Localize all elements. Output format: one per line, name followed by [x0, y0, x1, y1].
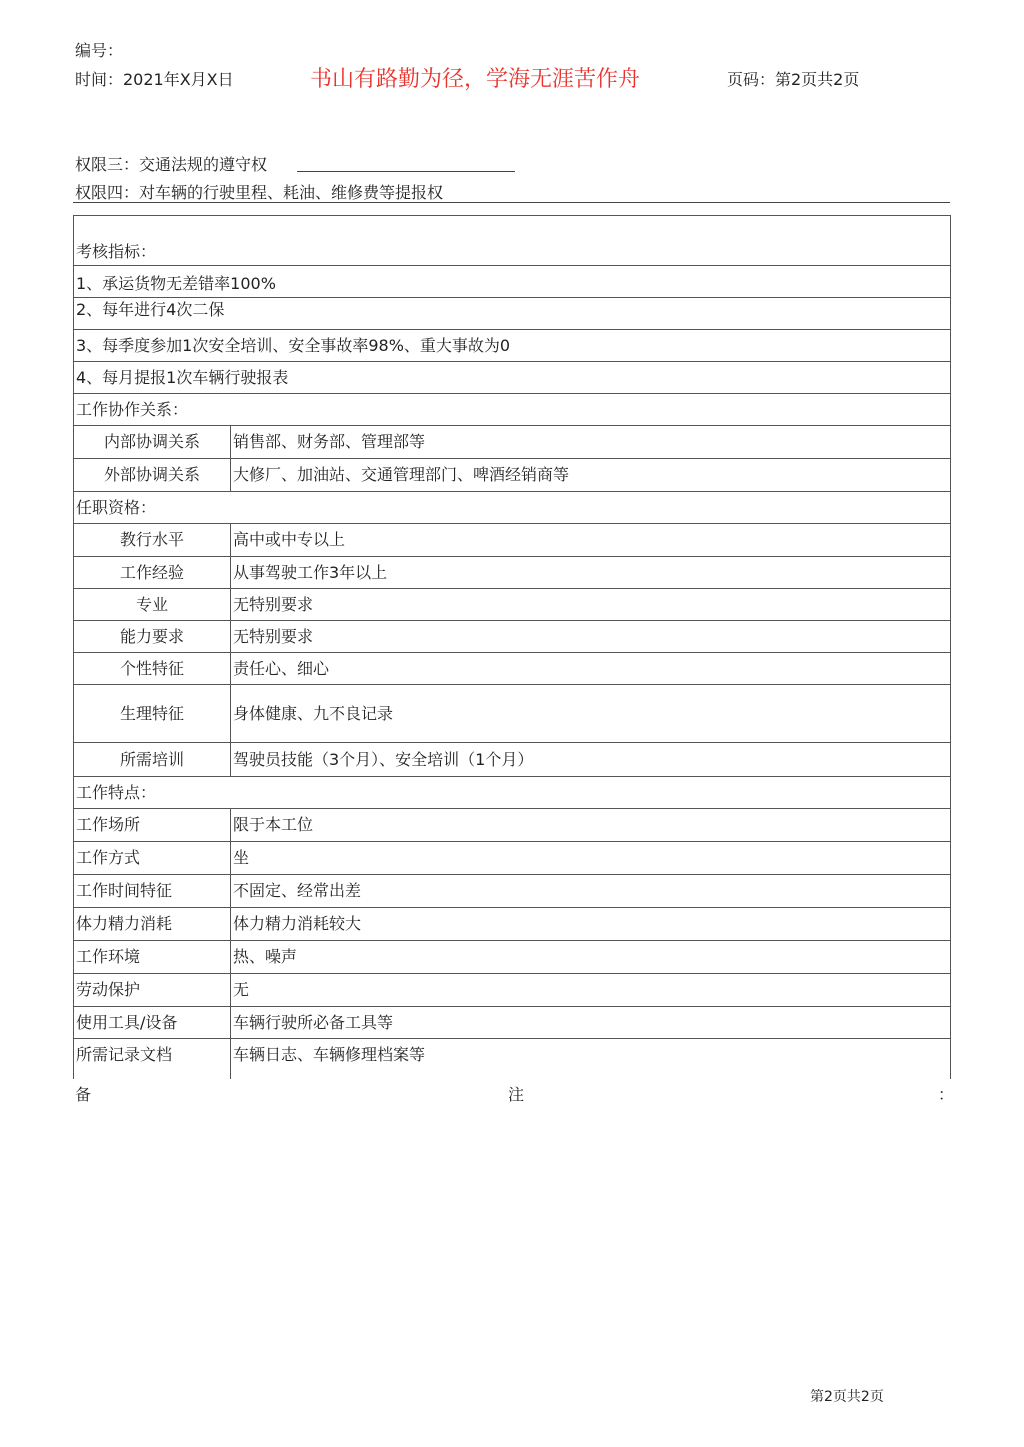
qual-experience-value: 从事驾驶工作3年以上: [231, 557, 951, 589]
feat-environment-label: 工作环境: [74, 941, 231, 974]
list-item: [74, 266, 951, 298]
qual-ability-value: 无特别要求: [231, 621, 951, 653]
footer-page-number: 第2页共2页: [810, 1389, 884, 1405]
kpi-section-header: [74, 216, 951, 266]
feat-tools-label: 使用工具/设备: [74, 1007, 231, 1039]
coop-internal-label: 内部协调关系: [74, 426, 231, 459]
page-indicator: 页码：第2页共2页: [727, 70, 860, 89]
qual-physical-label: 生理特征: [74, 685, 231, 743]
coop-title: 工作协作关系：: [74, 394, 951, 426]
feat-environment-value: 热、噪声: [231, 941, 951, 974]
authority-item-4: 权限四：对车辆的行驶里程、耗油、维修费等提报权: [75, 183, 444, 202]
qual-major-label: 专业: [74, 589, 231, 621]
table-row: [74, 875, 951, 908]
qual-education-value: 高中或中专以上: [231, 524, 951, 557]
kpi-item-1: 1、承运货物无差错率100%: [74, 266, 951, 298]
remarks-char-2: 注: [508, 1085, 525, 1104]
feat-mode-label: 工作方式: [74, 842, 231, 875]
authority-item-3: 权限三：交通法规的遵守权: [75, 155, 268, 174]
feat-time-label: 工作时间特征: [74, 875, 231, 908]
qual-training-label: 所需培训: [74, 743, 231, 777]
motto-banner: 书山有路勤为径，学海无涯苦作舟: [310, 67, 641, 92]
coop-section-header: [74, 394, 951, 426]
table-row: [74, 459, 951, 492]
qual-experience-label: 工作经验: [74, 557, 231, 589]
feat-energy-value: 体力精力消耗较大: [231, 908, 951, 941]
list-item: [74, 330, 951, 362]
feat-records-value: 车辆日志、车辆修理档案等: [231, 1039, 951, 1079]
qual-personality-value: 责任心、细心: [231, 653, 951, 685]
remarks-char-1: 备: [75, 1085, 92, 1104]
kpi-item-2: 2、每年进行4次二保: [74, 298, 951, 330]
feat-tools-value: 车辆行驶所必备工具等: [231, 1007, 951, 1039]
feat-time-value: 不固定、经常出差: [231, 875, 951, 908]
qual-major-value: 无特别要求: [231, 589, 951, 621]
coop-external-label: 外部协调关系: [74, 459, 231, 492]
table-row: [74, 743, 951, 777]
document-number-label: 编号：: [75, 41, 124, 60]
authority-3-underline: [297, 171, 515, 172]
feat-records-label: 所需记录文档: [74, 1039, 231, 1079]
table-row: [74, 589, 951, 621]
qual-title: 任职资格：: [74, 492, 951, 524]
table-row: [74, 1039, 951, 1079]
coop-internal-value: 销售部、财务部、管理部等: [231, 426, 951, 459]
table-row: [74, 941, 951, 974]
qual-training-value: 驾驶员技能（3个月）、安全培训（1个月）: [231, 743, 951, 777]
kpi-title: 考核指标：: [74, 216, 951, 266]
feat-energy-label: 体力精力消耗: [74, 908, 231, 941]
table-row: [74, 557, 951, 589]
table-row: [74, 842, 951, 875]
list-item: [74, 362, 951, 394]
table-row: [74, 685, 951, 743]
table-row: [74, 908, 951, 941]
kpi-item-4: 4、每月提报1次车辆行驶报表: [74, 362, 951, 394]
feat-title: 工作特点：: [74, 777, 951, 809]
qual-section-header: [74, 492, 951, 524]
feat-place-label: 工作场所: [74, 809, 231, 842]
feat-protection-label: 劳动保护: [74, 974, 231, 1007]
qual-ability-label: 能力要求: [74, 621, 231, 653]
list-item: [74, 298, 951, 330]
kpi-item-3: 3、每季度参加1次安全培训、安全事故率98%、重大事故为0: [74, 330, 951, 362]
qual-physical-value: 身体健康、九不良记录: [231, 685, 951, 743]
remarks-colon: ：: [938, 1085, 955, 1104]
table-row: [74, 1007, 951, 1039]
table-row: [74, 809, 951, 842]
job-description-table: [73, 215, 951, 1079]
feat-section-header: [74, 777, 951, 809]
table-row: [74, 621, 951, 653]
table-row: [74, 524, 951, 557]
section-divider: [73, 202, 950, 203]
document-time-label: 时间：2021年X月X日: [75, 70, 234, 89]
coop-external-value: 大修厂、加油站、交通管理部门、啤酒经销商等: [231, 459, 951, 492]
qual-personality-label: 个性特征: [74, 653, 231, 685]
table-row: [74, 974, 951, 1007]
qual-education-label: 教行水平: [74, 524, 231, 557]
feat-place-value: 限于本工位: [231, 809, 951, 842]
feat-mode-value: 坐: [231, 842, 951, 875]
table-row: [74, 426, 951, 459]
table-row: [74, 653, 951, 685]
feat-protection-value: 无: [231, 974, 951, 1007]
